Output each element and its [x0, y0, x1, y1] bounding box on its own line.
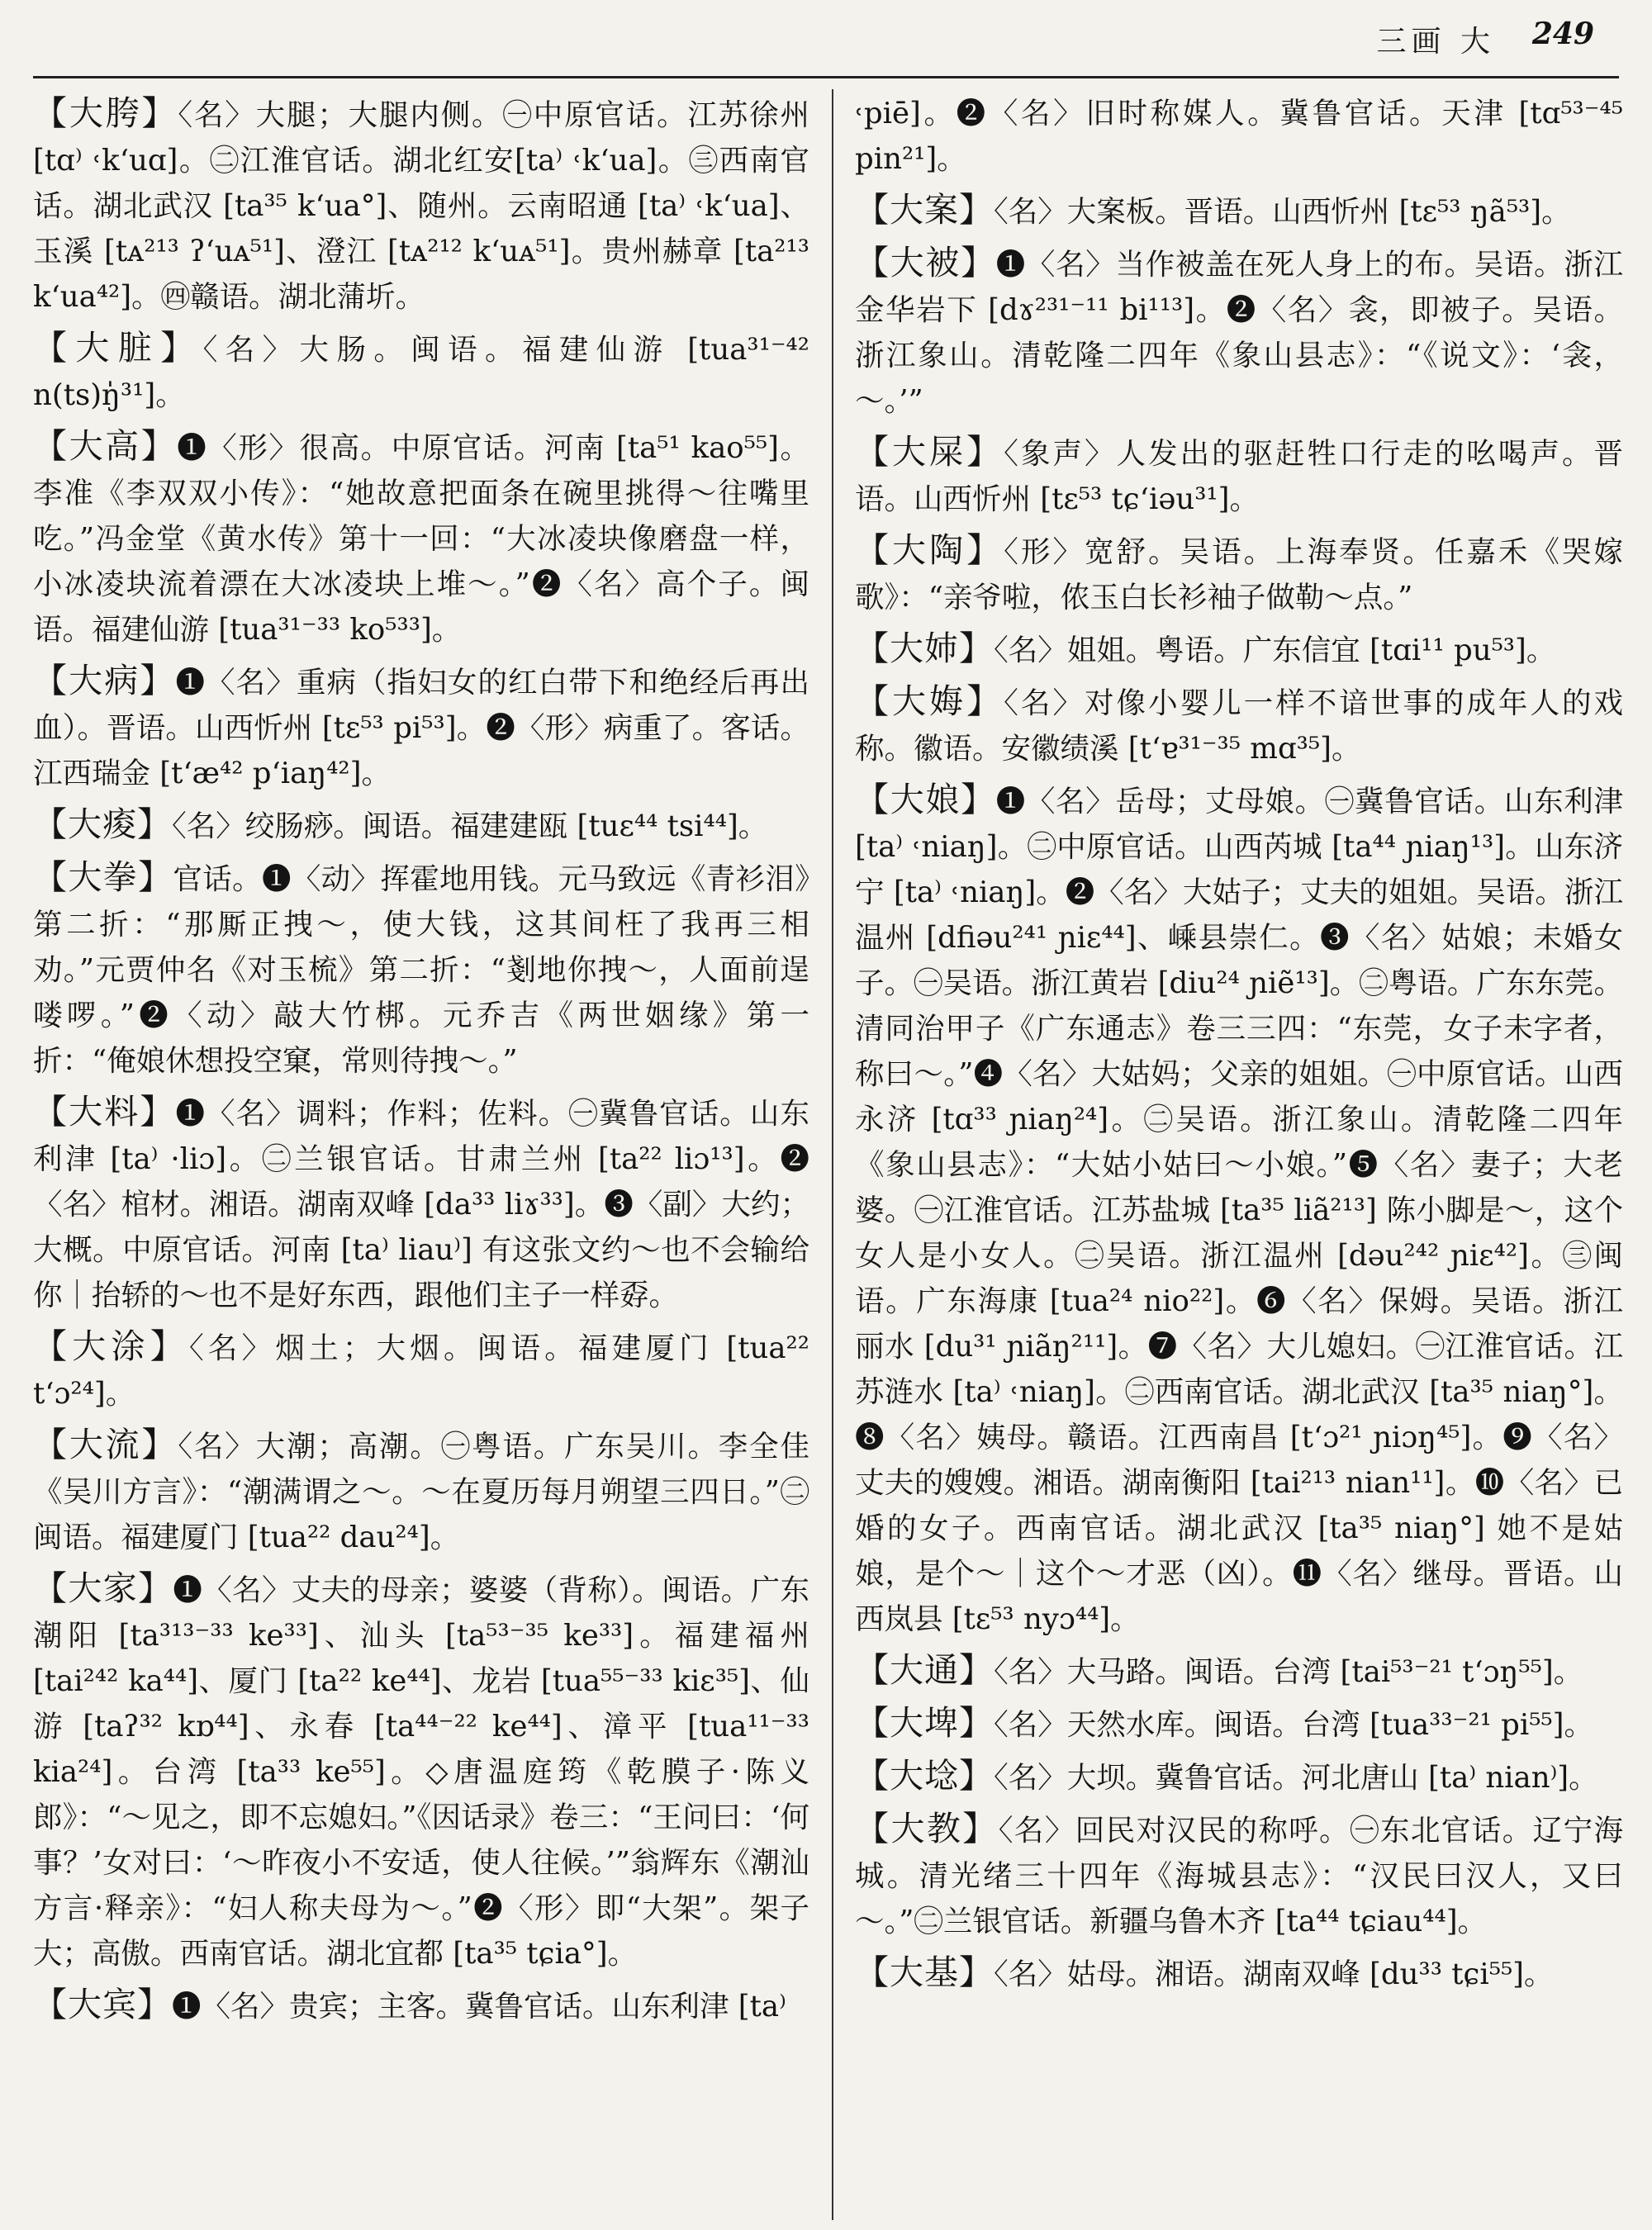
headword: 【 大痠 】: [33, 804, 172, 844]
definition: 〈名〉烟土；大烟。闽语。福建厦门 [tua²² t‘ɔ²⁴]。: [33, 1331, 809, 1411]
dictionary-entry: [855, 1753, 1623, 1801]
headword: 【 大案 】: [855, 190, 994, 230]
headword: 【 大涂 】: [33, 1326, 189, 1366]
definition: 〈名〉姑母。湘语。湖南双峰 [du³³ tɕi⁵⁵]。: [994, 1957, 1554, 1991]
dictionary-entry: [33, 1089, 809, 1318]
dictionary-entry: [855, 187, 1623, 235]
headword: 【 大拳 】: [33, 857, 173, 897]
section-title: 三画 大: [1376, 25, 1495, 59]
dictionary-entry: [33, 91, 809, 320]
dictionary-entry: [855, 777, 1623, 1642]
definition: 〈形〉宽舒。吴语。上海奉贤。任嘉禾《哭嫁歌》：“亲爷啦，侬玉白长衫袖子做勒～点。”: [855, 535, 1623, 614]
headword: 【 大病 】: [33, 661, 175, 700]
dictionary-entry: [33, 325, 809, 418]
dictionary-entry: [33, 424, 809, 652]
definition: ❶〈名〉岳母；丈母娘。㊀冀鲁官话。山东利津 [ta⁾ ˓niaŋ]。㊁中原官话。山西芮城 [ta⁴⁴ ɲiaŋ¹³]。山东济宁 [ta⁾ ˓niaŋ]。❷〈名〉大姑子；丈夫的姐姐。吴语。浙江温州 [dfiəu²⁴¹ ɲiɛ⁴⁴]、嵊县崇仁。❸〈名〉姑娘；未婚女子。㊀吴语。浙江黄岩 [diu²⁴ ɲiẽ¹³]。㊁粤语。广东东莞。清同治甲子《广东通志》卷三三四：“东莞，女子未字者，称曰～。”❹〈名〉大姑妈；父亲的姐姐。㊀中原官话。山西永济 [tɑ³³ ɲiaŋ²⁴]。㊁吴语。浙江象山。清乾隆二四年《象山县志》：“大姑小姑曰～小娘。”❺〈名〉妻子；大老婆。㊀江淮官话。江苏盐城 [ta³⁵ liã²¹³] 陈小脚是～，这个女人是小女人。㊁吴语。浙江温州 [dəu²⁴² ɲiɛ⁴²]。㊂闽语。广东海康 [tua²⁴ nio²²]。❻〈名〉保姆。吴语。浙江丽水 [du³¹ ɲiãŋ²¹¹]。❼〈名〉大儿媳妇。㊀江淮官话。江苏涟水 [ta⁾ ˓niaŋ]。㊁西南官话。湖北武汉 [ta³⁵ niaŋ°]。❽〈名〉姨母。赣语。江西南昌 [t‘ɔ²¹ ɲiɔŋ⁴⁵]。❾〈名〉丈夫的嫂嫂。湘语。湖南衡阳 [tai²¹³ nian¹¹]。❿〈名〉已婚的女子。西南官话。湖北武汉 [ta³⁵ niaŋ°] 她不是姑娘，是个～｜这个～才恶（凶）。⓫〈名〉继母。晋语。山西岚县 [tɛ⁵³ nyɔ⁴⁴]。: [855, 785, 1623, 1636]
definition: 〈名〉大腿；大腿内侧。㊀中原官话。江苏徐州 [tɑ⁾ ˓k‘uɑ]。㊁江淮官话。湖北红安[ta⁾ ˓k‘ua]。㊂西南官话。湖北武汉 [ta³⁵ k‘ua°]、随州。云南昭通 [ta⁾ ˓k‘ua]、玉溪 [tᴀ²¹³ ʔ‘uᴀ⁵¹]、澄江 [tᴀ²¹² k‘uᴀ⁵¹]。贵州赫章 [ta²¹³ k‘ua⁴²]。㊃赣语。湖北蒲圻。: [33, 98, 809, 314]
headword: 【 大流 】: [33, 1425, 178, 1464]
headword: 【 大陶 】: [855, 530, 1004, 570]
dictionary-entry: [33, 855, 809, 1084]
definition: 〈名〉大坝。冀鲁官话。河北唐山 [ta⁾ nian⁾]。: [994, 1761, 1598, 1795]
headword: 【 大基 】: [855, 1952, 994, 1992]
right-column: [855, 91, 1623, 2222]
headword: 【 大埤 】: [855, 1703, 994, 1743]
dictionary-entry: [855, 1648, 1623, 1695]
definition: 〈名〉大案板。晋语。山西忻州 [tɛ⁵³ ŋã⁵³]。: [994, 195, 1571, 229]
dictionary-entry: [855, 240, 1623, 424]
definition: ❶〈名〉当作被盖在死人身上的布。吴语。浙江金华岩下 [dɤ²³¹⁻¹¹ bi¹¹³]。❷〈名〉衾，即被子。吴语。浙江象山。清乾隆二四年《象山县志》：“《说文》：‘衾，～。’”: [855, 248, 1623, 418]
headword: 【 大宾 】: [33, 1985, 172, 2024]
headword: 【 大姉 】: [855, 629, 994, 668]
definition: ❶〈名〉贵宾；主客。冀鲁官话。山东利津 [ta⁾: [172, 1990, 786, 2024]
definition: 〈名〉对像小婴儿一样不谙世事的成年人的戏称。徽语。安徽绩溪 [t‘ɐ³¹⁻³⁵ mɑ³⁵]。: [855, 686, 1623, 766]
dictionary-entry: [855, 429, 1623, 522]
headword: 【 大脏 】: [33, 328, 203, 368]
definition: 〈名〉大潮；高潮。㊀粤语。广东吴川。李全佳《吴川方言》：“潮满谓之～。～在夏历每月朔望三四日。”㊁闽语。福建厦门 [tua²² dau²⁴]。: [33, 1430, 809, 1554]
dictionary-entry: [855, 528, 1623, 620]
definition: ❶〈名〉重病（指妇女的红白带下和绝经后再出血）。晋语。山西忻州 [tɛ⁵³ pi⁵³]。❷〈形〉病重了。客话。江西瑞金 [t‘æ⁴² p‘iaŋ⁴²]。: [33, 666, 809, 790]
dictionary-entry: [33, 802, 809, 849]
definition: ❶〈名〉调料；作料；佐料。㊀冀鲁官话。山东利津 [ta⁾ ·liɔ]。㊁兰银官话。甘肃兰州 [ta²² liɔ¹³]。❷〈名〉棺材。湘语。湖南双峰 [da³³ liɤ³³]。❸〈副〉大约；大概。中原官话。河南 [ta⁾ liau⁾] 有这张文约～也不会输给你｜抬轿的～也不是好东西，跟他们主子一样孬。: [33, 1097, 809, 1312]
dictionary-entry: [33, 658, 809, 796]
headword: 【 大娒 】: [855, 681, 1004, 721]
definition: 〈名〉绞肠痧。闽语。福建建瓯 [tuɛ⁴⁴ tsi⁴⁴]。: [172, 809, 768, 843]
headword: 【 大被 】: [855, 243, 996, 282]
headword: 【 大娘 】: [855, 780, 996, 819]
page-header: [33, 0, 1602, 74]
dictionary-entry: [855, 679, 1623, 771]
definition: ❶〈形〉很高。中原官话。河南 [ta⁵¹ kao⁵⁵]。李准《李双双小传》：“她故意把面条在碗里挑得～往嘴里吃。”冯金堂《黄水传》第十一回：“大冰凌块像磨盘一样，小冰凌块流着漂在大冰凌块上堆～。”❷〈名〉高个子。闽语。福建仙游 [tua³¹⁻³³ ko⁵³³]。: [33, 431, 809, 647]
dictionary-entry: [855, 626, 1623, 673]
headword: 【 大高 】: [33, 426, 177, 466]
dictionary-entry: [33, 1566, 809, 1976]
definition: 〈名〉姐姐。粤语。广东信宜 [tɑi¹¹ pu⁵³]。: [994, 633, 1556, 667]
left-column: [33, 91, 809, 2222]
dictionary-entry: [855, 1950, 1623, 1997]
headword: 【 大埝 】: [855, 1756, 994, 1796]
definition: 〈名〉天然水库。闽语。台湾 [tua³³⁻²¹ pi⁵⁵]。: [994, 1708, 1594, 1742]
headword: 【 大家 】: [33, 1568, 173, 1608]
column-divider: [832, 89, 833, 2220]
entry-continuation: ˓piē]。❷〈名〉旧时称媒人。冀鲁官话。天津 [tɑ⁵³⁻⁴⁵ pin²¹]。: [855, 97, 1623, 176]
page-number: 249: [1531, 17, 1594, 51]
dictionary-entry: [855, 1701, 1623, 1748]
headword: 【 大屎 】: [855, 432, 1004, 472]
dictionary-entry: [855, 1806, 1623, 1944]
headword: 【 大通 】: [855, 1650, 994, 1690]
headword: 【 大教 】: [855, 1809, 999, 1848]
dictionary-entry: [33, 1982, 809, 2029]
definition: 〈名〉大肠。闽语。福建仙游 [tua³¹⁻⁴² n(ts)ŋ̍³¹]。: [33, 333, 809, 412]
dictionary-entry: [33, 1324, 809, 1416]
header-rule: [33, 76, 1619, 78]
dictionary-entry: [33, 1422, 809, 1560]
headword: 【 大胯 】: [33, 93, 178, 133]
definition: 〈名〉大马路。闽语。台湾 [tai⁵³⁻²¹ t‘ɔŋ⁵⁵]。: [994, 1655, 1583, 1689]
headword: 【 大料 】: [33, 1092, 175, 1132]
definition: 官话。❶〈动〉挥霍地用钱。元马致远《青衫泪》第二折：“那厮正拽～，使大钱，这其间枉了我再三相劝。”元贾仲名《对玉梳》第二折：“剗地你拽～，人面前逞喽啰。”❷〈动〉敲大竹梆。元乔吉《两世姻缘》第一折：“俺娘休想投空窠，常则待拽～。”: [33, 862, 809, 1078]
definition: 〈名〉回民对汉民的称呼。㊀东北官话。辽宁海城。清光绪三十四年《海城县志》：“汉民曰汉人，又曰～。”㊁兰银官话。新疆乌鲁木齐 [ta⁴⁴ tɕiau⁴⁴]。: [855, 1814, 1623, 1938]
definition: 〈象声〉人发出的驱赶牲口行走的吆喝声。晋语。山西忻州 [tɛ⁵³ tɕ‘iəu³¹]。: [855, 437, 1623, 516]
definition: ❶〈名〉丈夫的母亲；婆婆（背称）。闽语。广东潮阳 [ta³¹³⁻³³ ke³³]、汕头 [ta⁵³⁻³⁵ ke³³]。福建福州 [tai²⁴² ka⁴⁴]、厦门 [ta²² ke⁴⁴]、龙岩 [tua⁵⁵⁻³³ kiɛ³⁵]、仙游 [taʔ³² kɒ⁴⁴]、永春 [ta⁴⁴⁻²² ke⁴⁴]、漳平 [tua¹¹⁻³³ kia²⁴]。台湾 [ta³³ ke⁵⁵]。◇唐温庭筠《乾膜子·陈义郎》：“～见之，即不忘媳妇。”《因话录》卷三：“王问曰：‘何事？’女对曰：‘～昨夜小不安适，使人往候。’”翁辉东《潮汕方言·释亲》：“妇人称夫母为～。”❷〈形〉即“大架”。架子大；高傲。西南官话。湖北宜都 [ta³⁵ tɕia°]。: [33, 1573, 809, 1971]
